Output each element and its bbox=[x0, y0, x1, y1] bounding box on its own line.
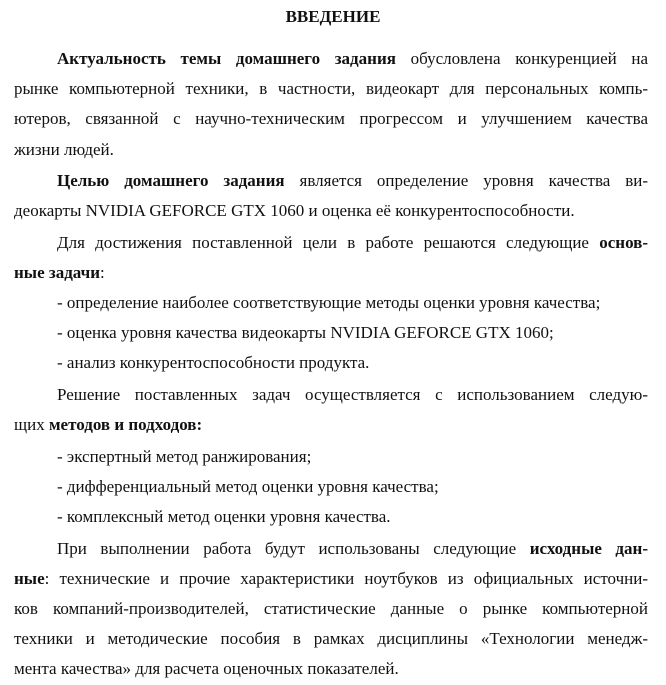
source-data-heading: ные bbox=[14, 569, 45, 588]
methods-intro-line-2: щих методов и подходов: bbox=[14, 415, 203, 434]
list-item: - определение наиболее соответствующие методы оценки уровня качества; bbox=[57, 293, 601, 312]
goal-line-2: деокарты NVIDIA GEFORCE GTX 1060 и оценка её конкурентоспособности. bbox=[14, 201, 575, 220]
source-data-line-4: техники и методические пособия в рамках дисциплины «Технологии менедж- bbox=[14, 629, 648, 648]
page-title: ВВЕДЕНИЕ bbox=[285, 7, 381, 26]
goal-line-1: Целью домашнего задания является определение уровня качества ви- bbox=[57, 171, 649, 190]
list-item: - анализ конкурентоспособности продукта. bbox=[57, 353, 370, 372]
tasks-intro-line-2: ные задачи: bbox=[14, 263, 105, 282]
list-item: - комплексный метод оценки уровня качества. bbox=[57, 507, 391, 526]
tasks-intro-line-1: Для достижения поставленной цели в работе решаются следующие основ- bbox=[57, 233, 648, 252]
tasks-heading: ные задачи bbox=[14, 263, 100, 282]
methods-intro-line-1: Решение поставленных задач осуществляется с использованием следую- bbox=[57, 385, 648, 404]
source-data-line-3: ков компаний-производителей, статистические данные о рынке компьютерной bbox=[14, 599, 648, 618]
source-data-line-1: При выполнении работа будут использованы следующие исходные дан- bbox=[57, 539, 648, 558]
relevance-line-4: жизни людей. bbox=[14, 140, 114, 159]
goal-heading: Целью домашнего задания bbox=[57, 171, 285, 190]
source-data-line-2: ные: технические и прочие характеристики ноутбуков из официальных источни- bbox=[14, 569, 648, 588]
relevance-line-2: рынке компьютерной техники, в частности, видеокарт для персональных компь- bbox=[14, 79, 648, 98]
methods-heading: методов и подходов: bbox=[48, 415, 203, 434]
source-data-line-5: мента качества» для расчета оценочных показателей. bbox=[14, 659, 399, 678]
list-item: - оценка уровня качества видеокарты NVIDIA GEFORCE GTX 1060; bbox=[57, 323, 554, 342]
relevance-line-3: ютеров, связанной с научно-техническим прогрессом и улучшением качества bbox=[14, 109, 648, 128]
relevance-line-1: Актуальность темы домашнего задания обусловлена конкуренцией на bbox=[57, 49, 648, 68]
relevance-heading: Актуальность темы домашнего задания bbox=[57, 49, 396, 68]
list-item: - экспертный метод ранжирования; bbox=[57, 447, 312, 466]
list-item: - дифференциальный метод оценки уровня качества; bbox=[57, 477, 439, 496]
